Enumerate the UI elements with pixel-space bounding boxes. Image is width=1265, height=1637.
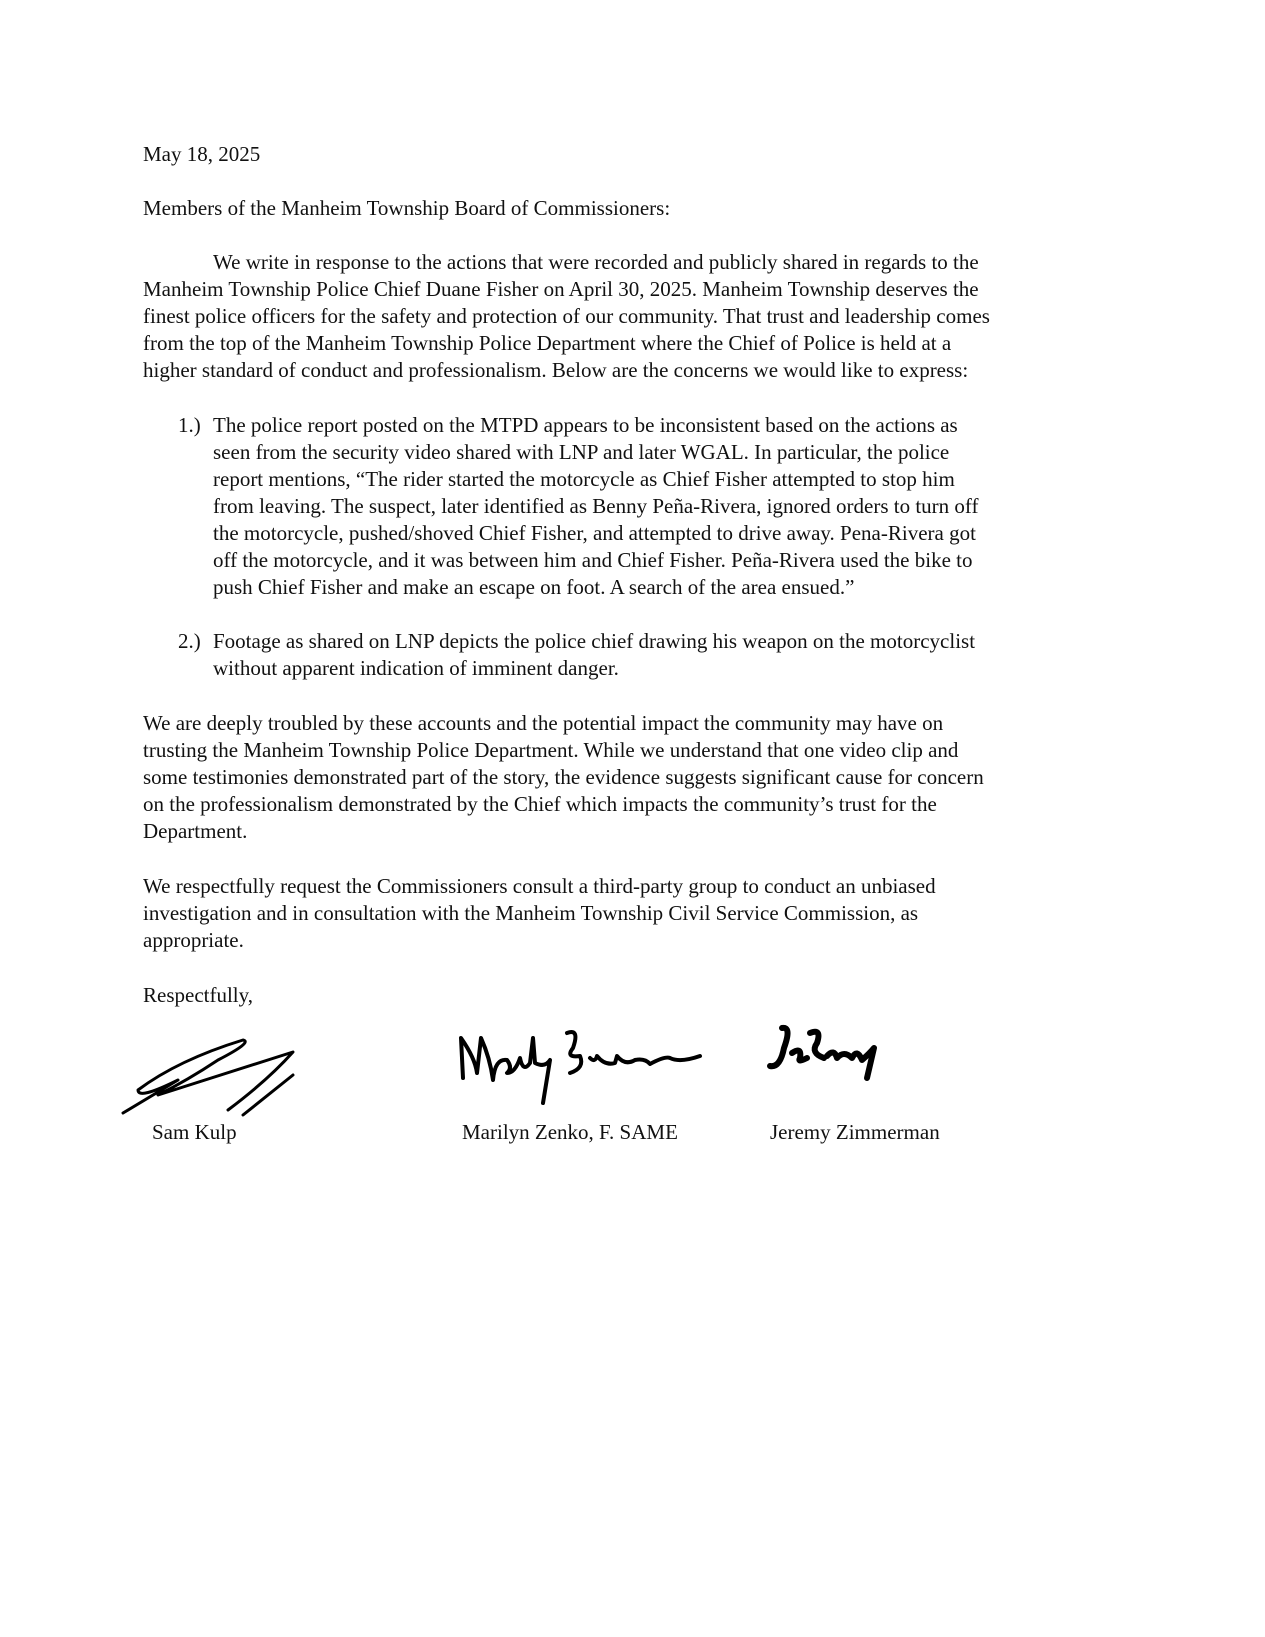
intro-paragraph-line: Manheim Township Police Chief Duane Fisher on April 30, 2025. Manheim Township deserves the [143,277,979,301]
concern-number: 2.) [178,629,201,653]
concern-text-line: the motorcycle, pushed/shoved Chief Fisher, and attempted to drive away. Pena-Rivera got [213,521,976,545]
body-paragraph-line: investigation and in consultation with the Manheim Township Civil Service Commission, as [143,901,919,925]
body-paragraph-line: on the professionalism demonstrated by the Chief which impacts the community’s trust for the [143,792,937,816]
signatory-name: Jeremy Zimmerman [770,1120,940,1144]
signature-marilyn-zenko [455,1018,710,1108]
concern-text-line: without apparent indication of imminent danger. [213,656,619,680]
body-paragraph-line: appropriate. [143,928,244,952]
signatory-name: Marilyn Zenko, F. SAME [462,1120,678,1144]
body-paragraph-line: We respectfully request the Commissioners consult a third-party group to conduct an unbiased [143,874,936,898]
body-paragraph-line: Department. [143,819,248,843]
concern-text-line: report mentions, “The rider started the motorcycle as Chief Fisher attempted to stop him [213,467,955,491]
concern-text-line: push Chief Fisher and make an escape on foot. A search of the area ensued.” [213,575,855,599]
concern-number: 1.) [178,413,201,437]
intro-paragraph-line: higher standard of conduct and professionalism. Below are the concerns we would like to express: [143,358,969,382]
signature-sam-kulp [118,1030,303,1125]
salutation: Members of the Manheim Township Board of Commissioners: [143,196,671,220]
body-paragraph-line: trusting the Manheim Township Police Department. While we understand that one video clip and [143,738,959,762]
concern-text-line: off the motorcycle, and it was between him and Chief Fisher. Peña-Rivera used the bike to [213,548,973,572]
concern-text-line: seen from the security video shared with LNP and later WGAL. In particular, the police [213,440,950,464]
concern-text-line: The police report posted on the MTPD appears to be inconsistent based on the actions as [213,413,958,437]
intro-paragraph-line: from the top of the Manheim Township Police Department where the Chief of Police is held at a [143,331,952,355]
closing: Respectfully, [143,983,254,1007]
concern-text-line: Footage as shared on LNP depicts the police chief drawing his weapon on the motorcyclist [213,629,976,653]
signature-jeremy-zimmerman [762,1018,892,1088]
signatory-name: Sam Kulp [152,1120,237,1144]
body-paragraph-line: some testimonies demonstrated part of the story, the evidence suggests significant cause for concern [143,765,984,789]
letter-date: May 18, 2025 [143,142,261,166]
concern-text-line: from leaving. The suspect, later identified as Benny Peña-Rivera, ignored orders to turn off [213,494,979,518]
intro-paragraph-line: finest police officers for the safety and protection of our community. That trust and leadership comes [143,304,990,328]
body-paragraph-line: We are deeply troubled by these accounts and the potential impact the community may have on [143,711,944,735]
intro-paragraph-line: We write in response to the actions that were recorded and publicly shared in regards to the [213,250,979,274]
